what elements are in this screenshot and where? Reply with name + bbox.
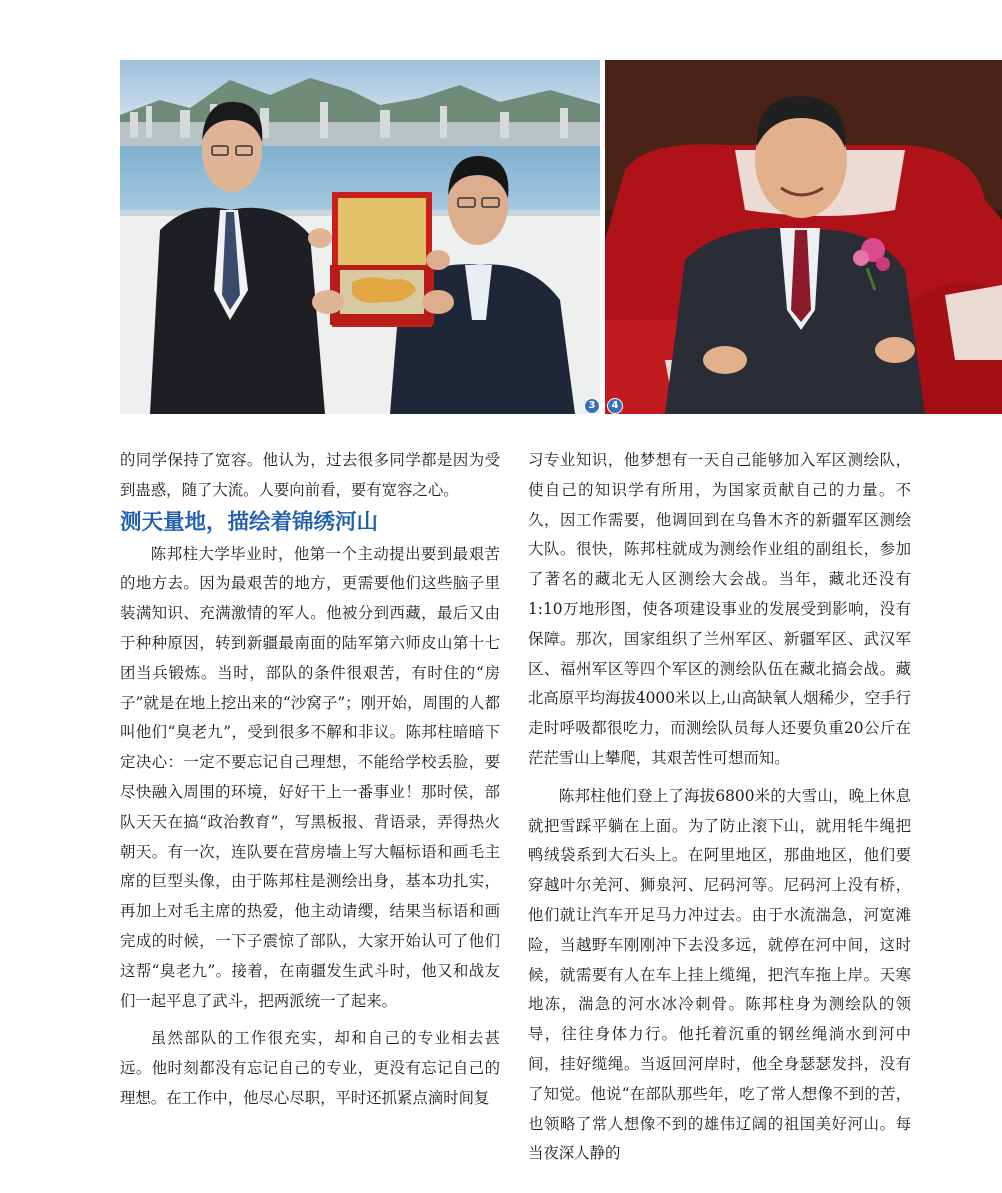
photo-number-badge: 4	[607, 398, 623, 414]
presentation-photo-icon	[120, 60, 600, 414]
section-heading: 测天量地，描绘着锦绣河山	[120, 509, 379, 535]
article-left-column	[120, 446, 500, 1114]
paragraph: 陈邦柱大学毕业时，他第一个主动提出要到最艰苦的地方去。因为最艰苦的地方，更需要他们这些脑子里装满知识、充满激情的军人。他被分到西藏，最后又由于种种原因，转到新疆最南面的陆军第六师皮山第十七团当兵锻炼。当时，部队的条件很艰苦，有时住的“房子”就是在地上挖出来的“沙窝子”；刚开始，周围的人都叫他们“臭老九”，受到很多不解和非议。陈邦柱暗暗下定决心：一定不要忘记自己理想，不能给学校丢脸，要尽快融入周围的环境，好好干上一番事业！那时侯，部队天天在搞“政治教育”，写黑板报、背语录，弄得热火朝天。有一次，连队要在营房墙上写大幅标语和画毛主席的巨型头像，由于陈邦柱是测绘出身，基本功扎实，再加上对毛主席的热爱，他主动请缨，结果当标语和画完成的时候，一下子震惊了部队，大家开始认可了他们这帮“臭老九”。接着，在南疆发生武斗时，他又和战友们一起平息了武斗，把两派统一了起来。	[120, 544, 500, 1010]
photo-number-badge: 3	[584, 398, 600, 414]
photo-presentation	[120, 60, 600, 414]
paragraph: 的同学保持了宽容。他认为，过去很多同学都是因为受到蛊惑，随了大流。人要向前看，要有宽容之心。	[120, 451, 500, 499]
paragraph: 虽然部队的工作很充实，却和自己的专业相去甚远。他时刻都没有忘记自己的专业，更没有忘记自己的理想。在工作中，他尽心尽职，平时还抓紧点滴时间复	[120, 1029, 500, 1107]
portrait-photo-icon	[605, 60, 1002, 414]
paragraph: 陈邦柱他们登上了海拔6800米的大雪山，晚上休息就把雪踩平躺在上面。为了防止滚下山，就用牦牛绳把鸭绒袋系到大石头上。在阿里地区，那曲地区，他们要穿越叶尔羌河、狮泉河、尼码河等。尼码河上没有桥，他们就让汽车开足马力冲过去。由于水流湍急，河宽滩险，当越野车刚刚冲下去没多远，就停在河中间，这时候，就需要有人在车上挂上缆绳，把汽车拖上岸。天寒地冻，湍急的河水冰冷刺骨。陈邦柱身为测绘队的领导，往往身体力行。他托着沉重的钢丝绳淌水到河中间，挂好缆绳。当返回河岸时，他全身瑟瑟发抖，没有了知觉。他说“在部队那些年，吃了常人想像不到的苦，也领略了常人想像不到的雄伟辽阔的祖国美好河山。每当夜深人静的	[528, 786, 911, 1163]
photo-portrait	[605, 60, 1002, 414]
article-right-column	[528, 446, 911, 1169]
paragraph: 习专业知识，他梦想有一天自己能够加入军区测绘队，使自己的知识学有所用，为国家贡献自己的力量。不久，因工作需要，他调回到在乌鲁木齐的新疆军区测绘大队。很快，陈邦柱就成为测绘作业组的副组长，参加了著名的藏北无人区测绘大会战。当年，藏北还没有1:10万地形图，使各项建设事业的发展受到影响，没有保障。那次，国家组织了兰州军区、新疆军区、武汉军区、福州军区等四个军区的测绘队伍在藏北搞会战。藏北高原平均海拔4000米以上,山高缺氧人烟稀少，空手行走时呼吸都很吃力，而测绘队员每人还要负重20公斤在茫茫雪山上攀爬，其艰苦性可想而知。	[528, 451, 911, 767]
